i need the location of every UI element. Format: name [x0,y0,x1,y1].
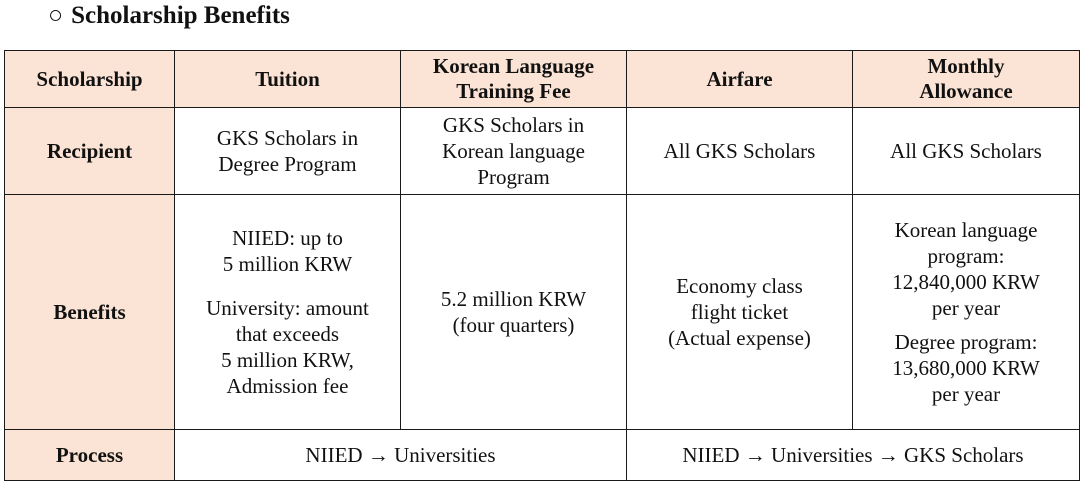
recipient-tuition-line2: Degree Program [218,152,357,176]
process-right-cell: NIIED → Universities → GKS Scholars [627,430,1080,481]
table-row-recipient [5,108,1080,195]
header-tuition: Tuition [175,51,401,108]
header-monthly-line2: Allowance [919,79,1013,103]
benefits-monthly-cell [853,195,1080,430]
benefits-monthly-lang-line1: Korean language [894,218,1038,242]
header-korean-line2: Training Fee [456,79,571,103]
recipient-tuition-cell [175,108,401,195]
recipient-tuition-line1: GKS Scholars in [216,126,359,150]
header-airfare: Airfare [627,51,853,108]
process-left-cell: NIIED → Universities [175,430,627,481]
header-row [5,51,1080,108]
row-label-process: Process [5,430,175,481]
benefits-tuition-univ-line1: University: amount [206,296,369,320]
benefits-monthly-degree-line1: Degree program: [894,330,1038,354]
paragraph-spacer [859,321,1073,329]
recipient-korean-line1: GKS Scholars in [442,113,585,137]
section-heading [48,2,290,30]
benefits-monthly-degree-line2: 13,680,000 KRW [892,356,1040,380]
recipient-korean-cell [401,108,627,195]
paragraph-spacer [181,277,394,295]
benefits-korean-line1: 5.2 million KRW [440,287,587,311]
benefits-monthly-lang-line4: per year [931,296,1001,320]
row-label-benefits: Benefits [5,195,175,430]
header-korean-language-training-fee [401,51,627,108]
section-title: Scholarship Benefits [71,2,290,29]
circle-bullet-icon: ○ [48,2,64,29]
header-korean-line1: Korean Language [432,54,595,78]
benefits-tuition-univ-line4: Admission fee [226,374,349,398]
header-scholarship: Scholarship [5,51,175,108]
recipient-monthly-cell: All GKS Scholars [853,108,1080,195]
benefits-airfare-line3: (Actual expense) [668,326,811,350]
scholarship-benefits-table [4,50,1080,481]
benefits-tuition-univ-line3: 5 million KRW, [221,348,354,372]
table-row-benefits [5,195,1080,430]
benefits-tuition-niied-line2: 5 million KRW [222,252,353,276]
table-row-process [5,430,1080,481]
benefits-korean-line2: (four quarters) [452,313,575,337]
benefits-airfare-line2: flight ticket [690,300,789,324]
benefits-tuition-cell [175,195,401,430]
recipient-airfare-cell: All GKS Scholars [627,108,853,195]
benefits-monthly-lang-line3: 12,840,000 KRW [892,270,1040,294]
header-monthly-allowance [853,51,1080,108]
benefits-tuition-niied-line1: NIIED: up to [232,226,343,250]
benefits-korean-cell [401,195,627,430]
row-label-recipient: Recipient [5,108,175,195]
recipient-korean-line2: Korean language [442,139,585,163]
recipient-korean-line3: Program [477,165,550,189]
benefits-tuition-univ-line2: that exceeds [235,322,340,346]
benefits-monthly-degree-line3: per year [931,382,1001,406]
benefits-airfare-cell [627,195,853,430]
benefits-monthly-lang-line2: program: [927,244,1005,268]
benefits-airfare-line1: Economy class [676,274,803,298]
header-monthly-line1: Monthly [927,54,1005,78]
